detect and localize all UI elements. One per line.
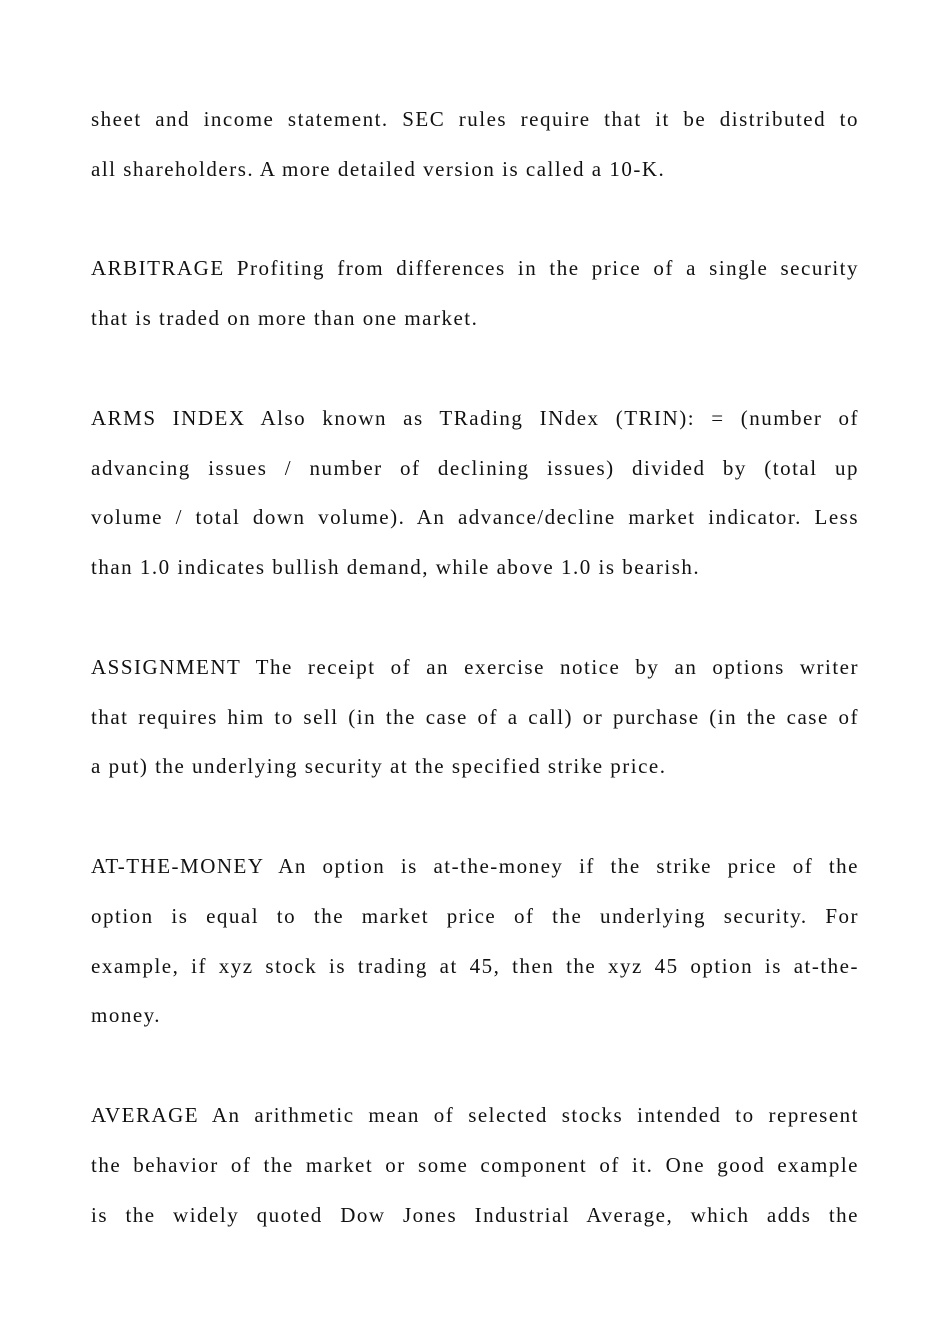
- paragraph-average: [91, 1091, 859, 1240]
- text-line: ASSIGNMENT The receipt of an exercise notice by an options writer: [91, 654, 859, 679]
- text-line: option is equal to the market price of the underlying security. For: [91, 903, 859, 928]
- text-line: ARMS INDEX Also known as TRading INdex (TRIN): = (number of: [91, 405, 859, 430]
- paragraph-arms-index: [91, 394, 859, 593]
- text-line: a put) the underlying security at the specified strike price.: [91, 754, 667, 779]
- paragraph-assignment: [91, 643, 859, 792]
- text-line: the behavior of the market or some component of it. One good example: [91, 1152, 859, 1177]
- document-page: [91, 95, 859, 1290]
- text-line: AVERAGE An arithmetic mean of selected stocks intended to represent: [91, 1102, 859, 1127]
- text-line: that requires him to sell (in the case of a call) or purchase (in the case of: [91, 704, 859, 729]
- text-line: than 1.0 indicates bullish demand, while above 1.0 is bearish.: [91, 555, 701, 580]
- paragraph-at-the-money: [91, 842, 859, 1041]
- text-line: example, if xyz stock is trading at 45, then the xyz 45 option is at-the-: [91, 953, 859, 978]
- text-line: sheet and income statement. SEC rules require that it be distributed to: [91, 107, 859, 131]
- text-line: money.: [91, 1003, 162, 1028]
- text-line: volume / total down volume). An advance/decline market indicator. Less: [91, 505, 859, 530]
- text-line: ARBITRAGE Profiting from differences in the price of a single security: [91, 256, 859, 281]
- text-line: is the widely quoted Dow Jones Industrial Average, which adds the: [91, 1202, 859, 1227]
- text-line: advancing issues / number of declining issues) divided by (total up: [91, 455, 859, 480]
- text-line: that is traded on more than one market.: [91, 306, 479, 331]
- text-line: all shareholders. A more detailed version is called a 10-K.: [91, 156, 666, 181]
- text-line: AT-THE-MONEY An option is at-the-money if the strike price of the: [91, 853, 859, 878]
- paragraph-annual-report-continued: [91, 95, 859, 195]
- paragraph-arbitrage: [91, 244, 859, 344]
